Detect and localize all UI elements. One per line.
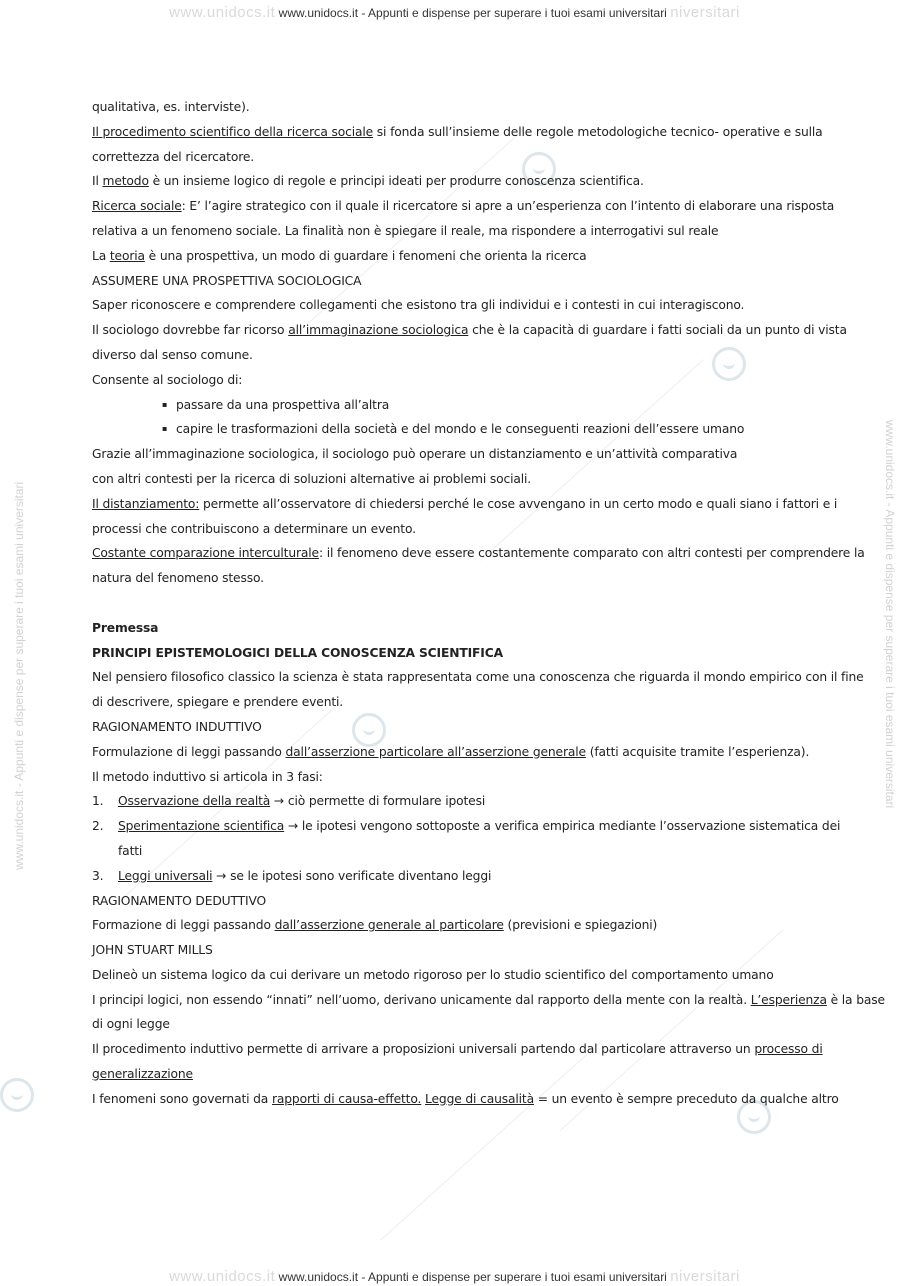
section-heading: RAGIONAMENTO INDUTTIVO bbox=[92, 719, 262, 734]
footer-text: www.unidocs.it - Appunti e dispense per superare i tuoi esami universitari bbox=[278, 1270, 667, 1284]
bullet-icon: ▪ bbox=[162, 399, 168, 409]
text-line: di ogni legge bbox=[92, 1017, 170, 1032]
section-heading: RAGIONAMENTO DEDUTTIVO bbox=[92, 893, 267, 908]
section-heading: ASSUMERE UNA PROSPETTIVA SOCIOLOGICA bbox=[92, 273, 362, 288]
side-watermark-left: www.unidocs.it - Appunti e dispense per superare i tuoi esami universitari bbox=[12, 481, 26, 870]
document-body bbox=[92, 95, 885, 1112]
bullet-item: ▪ capire le trasformazioni della società e del mondo e le conseguenti reazioni dell’essere umano bbox=[92, 417, 842, 442]
text-line: Il metodo induttivo si articola in 3 fasi: bbox=[92, 769, 323, 784]
text-line: Il distanziamento: permette all’osservatore di chiedersi perché le cose avvengano in un certo modo e quali siano i fattori e i bbox=[92, 496, 838, 511]
text-line: Delineò un sistema logico da cui derivare un metodo rigoroso per lo studio scientifico del comportamento umano bbox=[92, 967, 774, 982]
numbered-item: 1. Osservazione della realtà → ciò permette di formulare ipotesi bbox=[92, 794, 486, 809]
footer-ghost-left: www.unidocs.it bbox=[169, 1268, 276, 1285]
text-line: qualitativa, es. interviste). bbox=[92, 100, 250, 114]
watermark-logo-icon bbox=[0, 1078, 34, 1112]
section-heading-bold: PRINCIPI EPISTEMOLOGICI DELLA CONOSCENZA SCIENTIFICA bbox=[92, 645, 503, 660]
numbered-item: 2. Sperimentazione scientifica → le ipotesi vengono sottoposte a verifica empirica mediante l’osservazione sistematica dei bbox=[92, 819, 841, 834]
text-line: natura del fenomeno stesso. bbox=[92, 571, 264, 586]
text-line: con altri contesti per la ricerca di soluzioni alternative ai problemi sociali. bbox=[92, 471, 532, 486]
text-line: Il procedimento scientifico della ricerca sociale si fonda sull’insieme delle regole metodologiche tecnico- operative e sulla bbox=[92, 124, 823, 139]
text-line: relativa a un fenomeno sociale. La finalità non è spiegare il reale, ma rispondere a interrogativi sul reale bbox=[92, 223, 719, 238]
text-line: generalizzazione bbox=[92, 1067, 193, 1082]
text-line: diverso dal senso comune. bbox=[92, 347, 253, 362]
page-header bbox=[0, 4, 909, 21]
text-line: Ricerca sociale: E’ l’agire strategico con il quale il ricercatore si apre a un’esperienza con l’intento di elaborare una risposta bbox=[92, 199, 835, 214]
text-line: Il metodo è un insieme logico di regole e principi ideati per produrre conoscenza scientifica. bbox=[92, 174, 644, 189]
text-line: Il sociologo dovrebbe far ricorso all’immaginazione sociologica che è la capacità di guardare i fatti sociali da un punto di vista bbox=[92, 323, 847, 338]
text-line: I principi logici, non essendo “innati” nell’uomo, derivano unicamente dal rapporto della mente con la realtà. L’esperienza è la base bbox=[92, 992, 885, 1007]
text-line: Formazione di leggi passando dall’asserzione generale al particolare (previsioni e spiegazioni) bbox=[92, 918, 658, 933]
text-line: processi che contribuiscono a determinare un evento. bbox=[92, 521, 416, 536]
text-line: Il procedimento induttivo permette di arrivare a proposizioni universali partendo dal particolare attraverso un processo di bbox=[92, 1042, 823, 1057]
bullet-icon: ▪ bbox=[162, 424, 168, 434]
text-line: Formulazione di leggi passando dall’asserzione particolare all’asserzione generale (fatti acquisite tramite l’esperienza). bbox=[92, 744, 810, 759]
blank-line bbox=[92, 591, 842, 616]
text-line: di descrivere, spiegare e prendere eventi. bbox=[92, 695, 344, 710]
header-ghost-left: www.unidocs.it bbox=[169, 4, 276, 21]
text-line: I fenomeni sono governati da rapporti di causa-effetto. Legge di causalità = un evento è sempre preceduto da qualche altro bbox=[92, 1091, 839, 1106]
numbered-item-continuation: fatti bbox=[118, 843, 143, 858]
footer-ghost-right: niversitari bbox=[670, 1268, 740, 1285]
text-line: Consente al sociologo di: bbox=[92, 372, 243, 387]
premessa-label: Premessa bbox=[92, 620, 159, 635]
side-watermark-right: www.unidocs.it - Appunti e dispense per superare i tuoi esami universitari bbox=[883, 420, 897, 809]
header-ghost-right: niversitari bbox=[670, 4, 740, 21]
text-line: La teoria è una prospettiva, un modo di guardare i fenomeni che orienta la ricerca bbox=[92, 248, 587, 263]
header-text: www.unidocs.it - Appunti e dispense per superare i tuoi esami universitari bbox=[278, 6, 667, 20]
text-line: Costante comparazione interculturale: il fenomeno deve essere costantemente comparato con altri contesti per comprendere la bbox=[92, 546, 865, 561]
text-line: Saper riconoscere e comprendere collegamenti che esistono tra gli individui e i contesti in cui interagiscono. bbox=[92, 298, 745, 313]
section-heading: JOHN STUART MILLS bbox=[92, 943, 213, 958]
page-footer bbox=[0, 1268, 909, 1285]
text-line: correttezza del ricercatore. bbox=[92, 149, 255, 164]
text-line: Nel pensiero filosofico classico la scienza è stata rappresentata come una conoscenza che riguarda il mondo empirico con il fine bbox=[92, 670, 864, 685]
text-line: Grazie all’immaginazione sociologica, il sociologo può operare un distanziamento e un’attività comparativa bbox=[92, 447, 738, 462]
numbered-item: 3. Leggi universali → se le ipotesi sono verificate diventano leggi bbox=[92, 868, 492, 883]
bullet-item: ▪ passare da una prospettiva all’altra bbox=[92, 393, 842, 418]
